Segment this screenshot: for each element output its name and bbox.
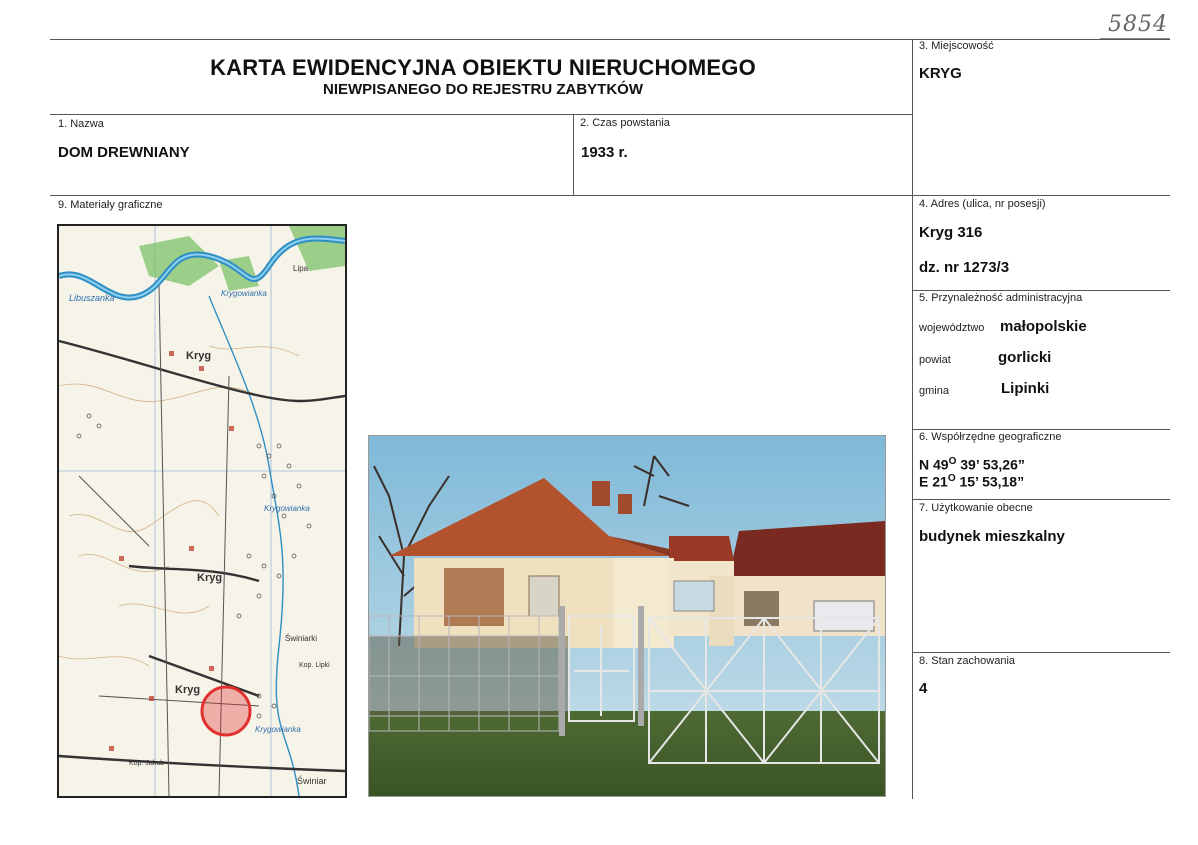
- frame-right-col: [912, 39, 913, 799]
- frame-row1: [50, 114, 912, 115]
- frame-mid-col: [573, 114, 574, 196]
- map-label-swiniar: Świniar: [297, 776, 327, 786]
- map-label-kop-jakub: Kop. Jakub: [129, 760, 165, 767]
- name-label: 1. Nazwa: [58, 118, 104, 130]
- map-label-krygowianka-mid: Krygowianka: [264, 504, 310, 513]
- address-plot: dz. nr 1273/3: [919, 259, 1010, 276]
- frame-r6: [912, 429, 1170, 430]
- current-use-label: 7. Użytkowanie obecne: [919, 502, 1033, 514]
- map-label-kryg-mid: Kryg: [197, 572, 223, 584]
- coords-north: N $49^O$ 39’ 53,26”: [919, 456, 1025, 473]
- condition-value: 4: [919, 680, 928, 697]
- map-label-lipa: Lipa: [293, 264, 309, 273]
- condition-label: 8. Stan zachowania: [919, 655, 1016, 667]
- locality-value: KRYG: [919, 65, 962, 82]
- card-title: KARTA EWIDENCYJNA OBIEKTU NIERUCHOMEGO: [210, 55, 756, 80]
- house-photo: [368, 435, 886, 797]
- map-label-libuszanka: Libuszanka: [69, 293, 115, 303]
- map-label-krygowianka-bottom: Krygowianka: [255, 725, 301, 734]
- frame-row2: [50, 195, 1170, 196]
- location-marker: [202, 687, 250, 735]
- current-use-value: budynek mieszkalny: [919, 528, 1065, 545]
- map-label-swiniarki: Świniarki: [285, 634, 318, 643]
- frame-r7: [912, 499, 1170, 500]
- photo-graphic: [369, 436, 885, 796]
- voivodeship-value: małopolskie: [1000, 318, 1087, 335]
- creation-time-value: 1933 r.: [581, 144, 628, 161]
- commune-label: gmina: [919, 385, 949, 397]
- frame-r5: [912, 290, 1170, 291]
- coords-label: 6. Współrzędne geograficzne: [919, 431, 1062, 443]
- topographic-map: [57, 224, 347, 798]
- frame-r8: [912, 652, 1170, 653]
- map-label-kryg-bottom: Kryg: [175, 684, 201, 696]
- voivodeship-label: województwo: [919, 322, 985, 334]
- county-value: gorlicki: [998, 349, 1052, 366]
- address-label: 4. Adres (ulica, nr posesji): [919, 198, 1046, 210]
- card-subtitle: NIEWPISANEGO DO REJESTRU ZABYTKÓW: [322, 81, 644, 98]
- county-label: powiat: [919, 354, 951, 366]
- graphics-label: 9. Materiały graficzne: [58, 199, 163, 211]
- map-label-kryg-top: Kryg: [186, 350, 212, 362]
- locality-label: 3. Miejscowość: [919, 40, 994, 52]
- commune-value: Lipinki: [1001, 380, 1050, 397]
- frame-top: [50, 39, 1170, 40]
- map-label-krygowianka-top: Krygowianka: [221, 289, 267, 298]
- coords-east: E $21^O$ 15’ 53,18”: [919, 473, 1025, 490]
- name-value: DOM DREWNIANY: [58, 144, 190, 161]
- address-street: Kryg 316: [919, 224, 983, 241]
- admin-label: 5. Przynależność administracyjna: [919, 292, 1083, 304]
- map-label-kop-lipki: Kop. Lipki: [299, 662, 330, 669]
- inventory-number: 5854: [1108, 12, 1168, 37]
- creation-time-label: 2. Czas powstania: [580, 117, 670, 129]
